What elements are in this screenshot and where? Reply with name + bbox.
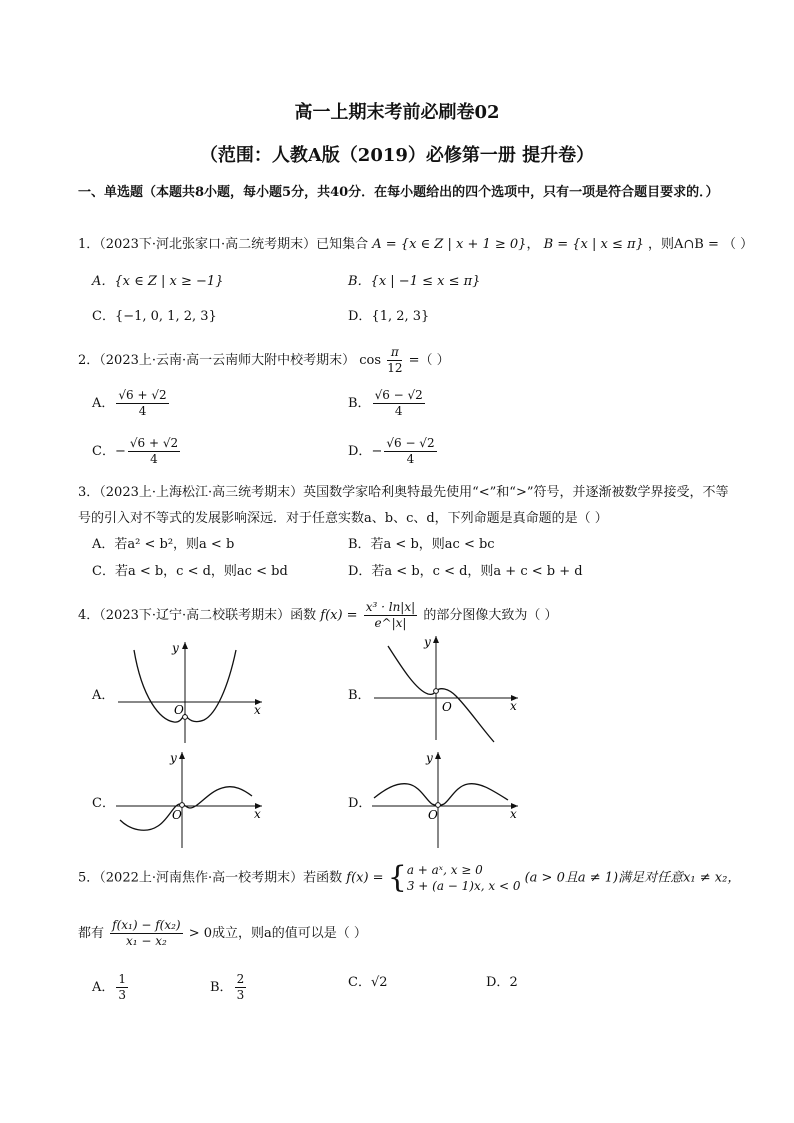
q1-option-a: A．{x ∈ Z | x ≥ −1} <box>92 274 224 289</box>
q2-option-a-frac <box>116 388 168 419</box>
q5-option-a-num: 1 <box>118 972 127 986</box>
page-subtitle: （范围：人教A版（2019）必修第一册 提升卷） <box>199 145 595 166</box>
q4-graph-d-origin: O <box>428 808 438 822</box>
q4-graph-d-y: y <box>426 751 433 765</box>
q5-option-d <box>486 974 518 992</box>
q4-graph-c-origin: O <box>172 808 182 822</box>
q5-line2-pre: 都有 <box>78 926 105 941</box>
q2-option-c-letter: C． <box>92 444 115 459</box>
q3-option-d: D．若a < b，c < d，则a + c < b + d <box>348 564 583 579</box>
q2-option-b-letter: B． <box>348 396 371 411</box>
q4-graph-d-x: x <box>510 807 517 821</box>
q5-fraction <box>110 918 182 949</box>
q1-set-b: B = {x | x ≤ π} <box>543 237 644 252</box>
question-1: 1．（2023下·河北张家口·高二统考期末）已知集合 A = {x ∈ Z | x + 1 ≥ 0}， B = {x | x ≤ π} ，则A∩B = （ ） <box>78 237 754 252</box>
q5-option-b <box>210 972 248 1003</box>
q2-frac-num: π <box>387 345 402 361</box>
q5-frac-den: x₁ − x₂ <box>125 934 167 948</box>
q2-option-b-num: √6 − √2 <box>374 388 423 402</box>
q2-option-b <box>348 388 427 419</box>
q2-option-d-num: √6 − √2 <box>386 436 435 450</box>
q4-graph-a-origin: O <box>174 703 184 717</box>
q2-cos: cos <box>359 353 382 368</box>
q1-option-d: D．{1, 2, 3} <box>348 309 430 324</box>
q4-graph-c <box>112 748 267 853</box>
q5-option-c-value: √2 <box>370 975 388 990</box>
q1-option-c: C．{−1, 0, 1, 2, 3} <box>92 309 217 324</box>
q2-option-b-frac <box>373 388 425 419</box>
q5-option-b-letter: B． <box>210 980 233 995</box>
q4-graph-b-x: x <box>510 699 517 713</box>
q1-ask: ，则A∩B = （ ） <box>647 237 754 252</box>
q2-option-b-den: 4 <box>394 404 403 418</box>
q4-fx: f(x) = <box>320 608 358 623</box>
q5-frac-num: f(x₁) − f(x₂) <box>112 918 181 932</box>
q4-label-a: A． <box>92 688 115 703</box>
q4-graph-d <box>368 748 523 853</box>
q5-option-a-letter: A． <box>92 980 115 995</box>
q1-stem: 1．（2023下·河北张家口·高二统考期末）已知集合 <box>78 237 369 252</box>
q3-option-c: C．若a < b，c < d，则ac < bd <box>92 564 288 579</box>
q2-fraction <box>387 345 402 376</box>
q5-stem: 5．（2022上·河南焦作·高一校考期末）若函数 <box>78 870 343 886</box>
q2-frac-den: 12 <box>387 361 403 375</box>
q4-label-b: B． <box>348 688 371 703</box>
q5-option-d-value: 2 <box>509 975 518 990</box>
q5-option-b-frac <box>235 972 247 1003</box>
q4-label-c: C． <box>92 796 115 811</box>
q2-ask: =（ ） <box>408 353 450 368</box>
q4-label-d: D． <box>348 796 372 811</box>
q2-option-a-num: √6 + √2 <box>118 388 167 402</box>
q2-option-c-sign: − <box>114 444 126 459</box>
q5-piece-2: 3 + (a − 1)x, x < 0 <box>406 879 521 893</box>
q4-graph-b-origin: O <box>442 700 452 714</box>
q2-option-c-den: 4 <box>150 452 158 466</box>
q2-option-a-letter: A． <box>92 396 115 411</box>
q4-graph-c-x: x <box>254 807 261 821</box>
q2-option-c-frac <box>128 436 180 467</box>
q5-line2-post: > 0成立，则a的值可以是（ ） <box>188 926 367 941</box>
q4-frac-den: e^|x| <box>374 616 407 630</box>
q5-option-c-letter: C． <box>348 975 371 990</box>
q5-pieces <box>407 862 521 894</box>
q2-option-d <box>348 436 439 467</box>
page-title: 高一上期末考前必刷卷02 <box>294 102 500 123</box>
q5-option-b-num: 2 <box>236 972 245 986</box>
q2-option-d-den: 4 <box>406 452 415 466</box>
question-5-line-2 <box>78 918 367 949</box>
q2-option-c-num: √6 + √2 <box>129 436 179 450</box>
q5-brace: { <box>387 860 407 895</box>
q5-option-a-den: 3 <box>118 988 127 1002</box>
q2-option-d-frac <box>384 436 436 467</box>
q3-option-b: B．若a < b，则ac < bc <box>348 537 495 552</box>
q5-option-a <box>92 972 130 1003</box>
q4-graph-b-y: y <box>424 635 431 649</box>
q4-fraction <box>364 600 417 631</box>
q4-graph-a <box>112 638 267 746</box>
q2-option-a <box>92 388 171 419</box>
q2-stem: 2．（2023上·云南·高一云南师大附中校考期末） <box>78 353 356 368</box>
q4-stem: 4．（2023下·辽宁·高二校联考期末）函数 <box>78 608 317 623</box>
q5-option-b-den: 3 <box>236 988 245 1002</box>
q4-ask: 的部分图像大致为（ ） <box>423 608 558 623</box>
question-3: 3．（2023上·上海松江·高三统考期末）英国数学家哈利奥特最先使用“<”和“>”符号，并逐渐被数学界接受，不等号的引入对不等式的发展影响深远．对于任意实数a、b、c、d，下列命题是真命题的是（ ） <box>78 485 729 526</box>
q5-condition: (a > 0且a ≠ 1)满足对任意x₁ ≠ x₂， <box>524 870 741 886</box>
q5-fx: f(x) = <box>346 870 384 886</box>
q4-frac-num: x³ · ln|x| <box>365 600 416 614</box>
q5-option-d-letter: D． <box>486 975 510 990</box>
q4-graph-c-y: y <box>170 751 177 765</box>
q2-option-c <box>92 436 182 467</box>
question-4 <box>78 600 557 631</box>
q4-graph-a-y: y <box>172 641 179 655</box>
question-5 <box>78 862 740 894</box>
q4-graph-b <box>368 632 523 744</box>
q5-option-a-frac <box>116 972 128 1003</box>
q1-option-b: B．{x | −1 ≤ x ≤ π} <box>348 274 481 289</box>
q3-option-a: A．若a² < b²，则a < b <box>92 537 235 552</box>
q5-option-c <box>348 974 388 992</box>
section-heading: 一、单选题（本题共8小题，每小题5分，共40分．在每小题给出的四个选项中，只有一项是符合题目要求的．） <box>78 185 719 200</box>
q5-piece-1: a + aˣ, x ≥ 0 <box>406 863 483 877</box>
q2-option-a-den: 4 <box>138 404 147 418</box>
q1-set-a: A = {x ∈ Z | x + 1 ≥ 0} <box>372 237 527 252</box>
q2-option-d-letter: D． <box>348 444 372 459</box>
question-2 <box>78 345 450 376</box>
q4-graph-a-x: x <box>254 703 261 717</box>
q2-option-d-sign: − <box>371 444 383 459</box>
